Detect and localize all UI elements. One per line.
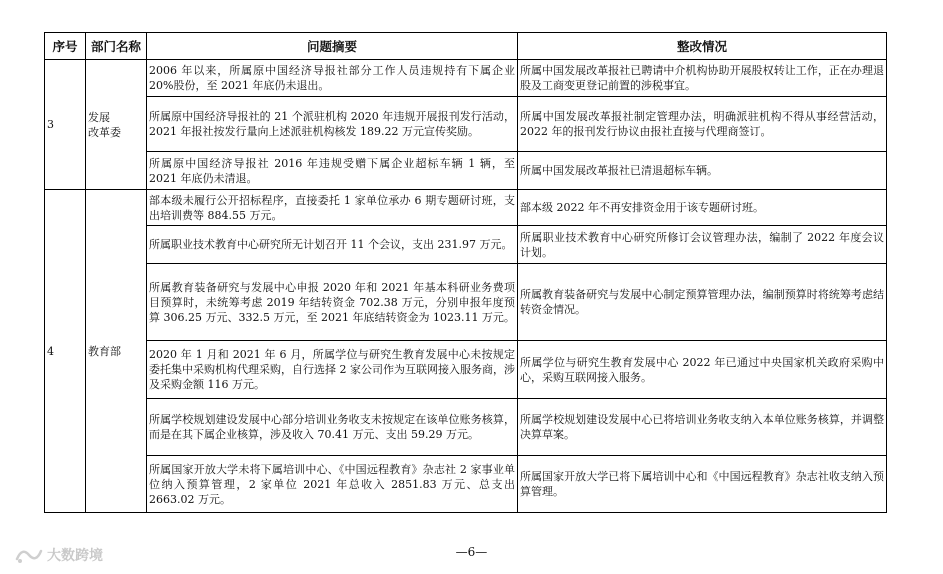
issue-cell: 所属原中国经济导报社 2016 年违规受赠下属企业超标车辆 1 辆，至 2021 年底仍未清退。 xyxy=(147,152,518,190)
department-name: 发展 改革委 xyxy=(86,60,147,190)
rectification-cell: 所属职业技术教育中心研究所修订会议管理办法，编制了 2022 年度会议计划。 xyxy=(518,226,887,264)
header-issue: 问题摘要 xyxy=(147,33,518,60)
department-name: 教育部 xyxy=(86,190,147,513)
table-row xyxy=(45,456,887,513)
table-row xyxy=(45,399,887,456)
table-row xyxy=(45,97,887,152)
rectification-cell: 所属学校规划建设发展中心已将培训业务收支纳入本单位账务核算，并调整决算草案。 xyxy=(518,399,887,456)
issue-cell: 2006 年以来，所属原中国经济导报社部分工作人员违规持有下属企业 20%股份，至 2021 年底仍未退出。 xyxy=(147,60,518,97)
issue-cell: 所属原中国经济导报社的 21 个派驻机构 2020 年违规开展报刊发行活动，2021 年报社按发行量向上述派驻机构核发 189.22 万元宣传奖励。 xyxy=(147,97,518,152)
rectification-cell: 所属中国发展改革报社已清退超标车辆。 xyxy=(518,152,887,190)
issue-cell: 部本级未履行公开招标程序，直接委托 1 家单位承办 6 期专题研讨班，支出培训费等 884.55 万元。 xyxy=(147,190,518,226)
rectification-cell: 所属中国发展改革报社已聘请中介机构协助开展股权转让工作，正在办理退股及工商变更登记前置的涉税事宜。 xyxy=(518,60,887,97)
header-rectification: 整改情况 xyxy=(518,33,887,60)
rectification-cell: 部本级 2022 年不再安排资金用于该专题研讨班。 xyxy=(518,190,887,226)
issue-cell: 所属教育装备研究与发展中心申报 2020 年和 2021 年基本科研业务费项目预算时，未统筹考虑 2019 年结转资金 702.38 万元，分别申报年度预算 306.25 万元、332.5 万元，至 2021 年底结转资金为 1023.11 万元。 xyxy=(147,264,518,341)
rectification-cell: 所属中国发展改革报社制定管理办法，明确派驻机构不得从事经营活动，2022 年的报刊发行协议由报社直接与代理商签订。 xyxy=(518,97,887,152)
header-dept: 部门名称 xyxy=(86,33,147,60)
table-row xyxy=(45,152,887,190)
issue-cell: 2020 年 1 月和 2021 年 6 月，所属学位与研究生教育发展中心未按规定委托集中采购机构代理采购，自行选择 2 家公司作为互联网接入服务商，涉及采购金额 116 万元。 xyxy=(147,341,518,399)
issue-cell: 所属国家开放大学未将下属培训中心、《中国远程教育》杂志社 2 家事业单位纳入预算管理，2 家单位 2021 年总收入 2851.83 万元、总支出 2663.02 万元。 xyxy=(147,456,518,513)
table-row xyxy=(45,264,887,341)
table-row xyxy=(45,60,887,97)
header-num: 序号 xyxy=(45,33,86,60)
watermark-text: 大数跨境 xyxy=(47,548,103,564)
rectification-cell: 所属国家开放大学已将下属培训中心和《中国远程教育》杂志社收支纳入预算管理。 xyxy=(518,456,887,513)
row-number: 4 xyxy=(45,190,86,513)
watermark xyxy=(14,544,103,566)
page-number: —6— xyxy=(455,545,488,559)
table-row xyxy=(45,226,887,264)
table-header-row xyxy=(45,33,887,60)
table-row xyxy=(45,190,887,226)
watermark-logo-icon xyxy=(14,545,44,565)
row-number: 3 xyxy=(45,60,86,190)
issue-cell: 所属职业技术教育中心研究所无计划召开 11 个会议，支出 231.97 万元。 xyxy=(147,226,518,264)
issue-cell: 所属学校规划建设发展中心部分培训业务收支未按规定在该单位账务核算，而是在其下属企业核算，涉及收入 70.41 万元、支出 59.29 万元。 xyxy=(147,399,518,456)
rectification-cell: 所属学位与研究生教育发展中心 2022 年已通过中央国家机关政府采购中心，采购互联网接入服务。 xyxy=(518,341,887,399)
audit-table xyxy=(44,32,887,513)
rectification-cell: 所属教育装备研究与发展中心制定预算管理办法，编制预算时将统筹考虑结转资金情况。 xyxy=(518,264,887,341)
table-row xyxy=(45,341,887,399)
